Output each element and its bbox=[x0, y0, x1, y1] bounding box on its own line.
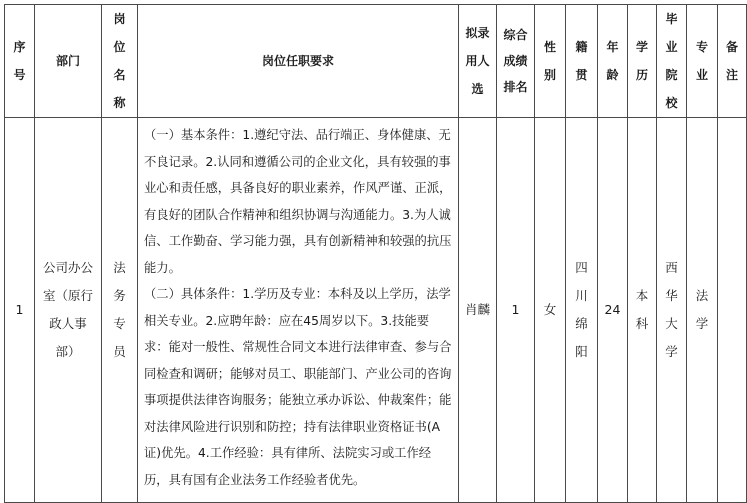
cell-school: 西华大学 bbox=[657, 118, 687, 503]
cell-native: 四川绵阳 bbox=[566, 118, 598, 503]
recruitment-table bbox=[4, 4, 747, 503]
cell-candidate: 肖麟 bbox=[459, 118, 497, 503]
table-row bbox=[5, 118, 747, 503]
header-rank: 综合成绩排名 bbox=[497, 5, 535, 118]
header-candidate: 拟录用人选 bbox=[459, 5, 497, 118]
header-remarks: 备注 bbox=[718, 5, 747, 118]
header-seq: 序号 bbox=[5, 5, 35, 118]
cell-remarks bbox=[718, 118, 747, 503]
header-age: 年龄 bbox=[598, 5, 628, 118]
cell-education: 本科 bbox=[628, 118, 657, 503]
header-position: 岗位名称 bbox=[102, 5, 138, 118]
header-requirements: 岗位任职要求 bbox=[138, 5, 459, 118]
cell-major: 法学 bbox=[687, 118, 718, 503]
cell-position: 法务专员 bbox=[102, 118, 138, 503]
cell-gender: 女 bbox=[535, 118, 566, 503]
cell-age: 24 bbox=[598, 118, 628, 503]
header-row bbox=[5, 5, 747, 118]
header-education: 学历 bbox=[628, 5, 657, 118]
cell-dept: 公司办公室（原行政人事部） bbox=[35, 118, 102, 503]
cell-requirements bbox=[138, 118, 459, 503]
header-gender: 性别 bbox=[535, 5, 566, 118]
header-dept: 部门 bbox=[35, 5, 102, 118]
header-school: 毕业院校 bbox=[657, 5, 687, 118]
header-native: 籍贯 bbox=[566, 5, 598, 118]
requirements-specific: （二）具体条件：1.学历及专业：本科及以上学历，法学相关专业。2.应聘年龄：应在45周岁以下。3.技能要求：能对一般性、常规性合同文本进行法律审查、参与合同检查和调研；能够对员工、职能部门、产业公司的咨询事项提供法律咨询服务；能独立承办诉讼、仲裁案件；能对法律风险进行识别和防控；持有法律职业资格证书(A证)优先。4.工作经验：具有律所、法院实习或工作经历，具有国有企业法务工作经验者优先。 bbox=[144, 287, 452, 487]
requirements-basic: （一）基本条件：1.遵纪守法、品行端正、身体健康、无不良记录。2.认同和遵循公司的企业文化，具有较强的事业心和责任感，具备良好的职业素养，作风严谨、正派，有良好的团队合作精神和组织协调与沟通能力。3.为人诚信、工作勤奋、学习能力强，具有创新精神和较强的抗压能力。 bbox=[144, 128, 452, 275]
cell-rank: 1 bbox=[497, 118, 535, 503]
cell-seq: 1 bbox=[5, 118, 35, 503]
header-major: 专业 bbox=[687, 5, 718, 118]
